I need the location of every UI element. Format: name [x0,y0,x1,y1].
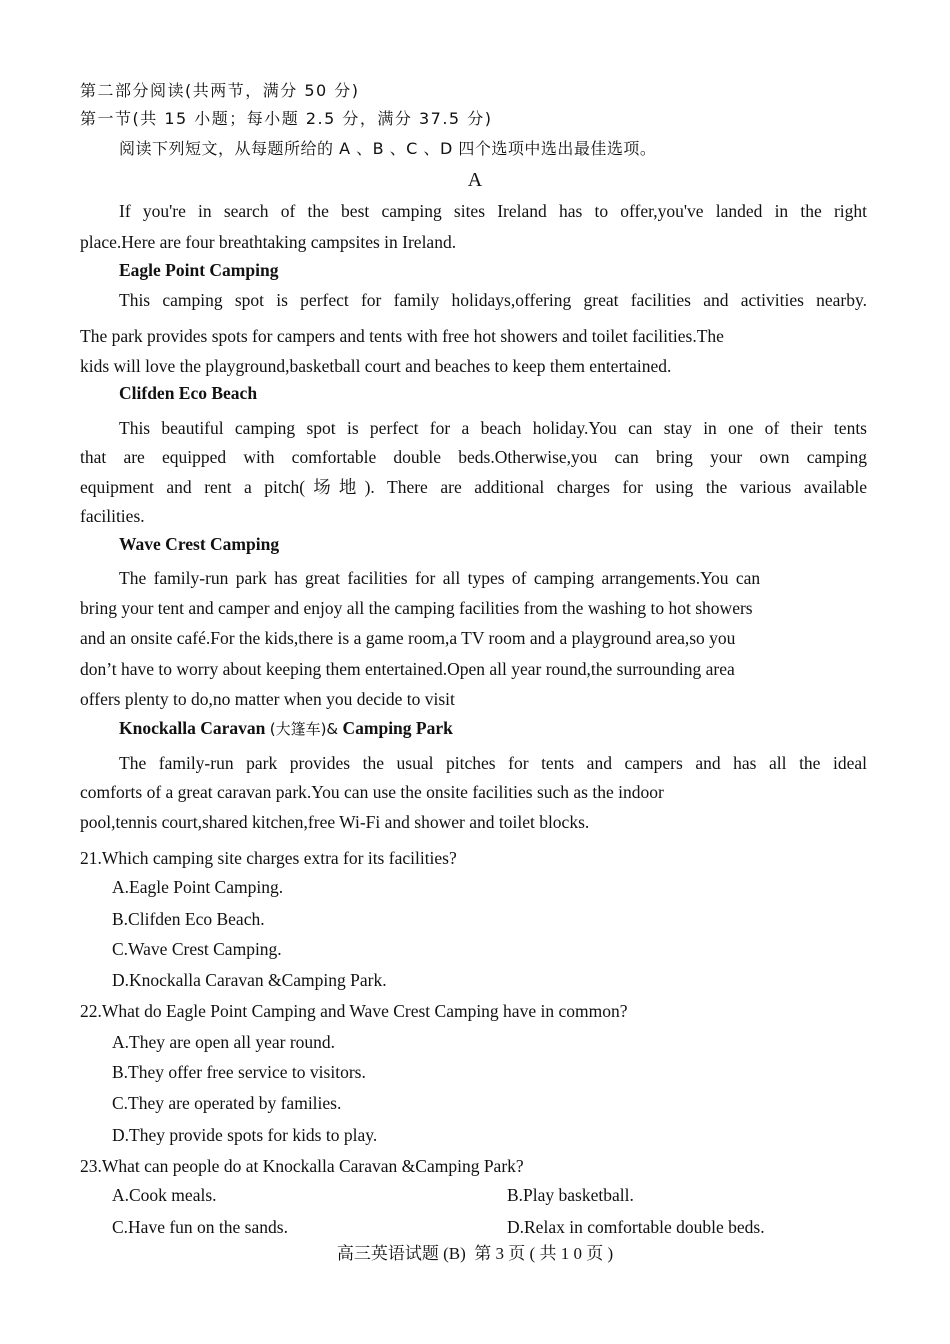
question-stem: 22.What do Eagle Point Camping and Wave Crest Camping have in common? [80,1001,628,1021]
site-text-line: equipment and rent a pitch(场地). There are additional charges for using the various available [80,477,867,497]
site-text-line: facilities. [80,506,145,526]
intro-line: place.Here are four breathtaking campsites in Ireland. [80,232,457,252]
answer-option: D.They provide spots for kids to play. [112,1125,378,1145]
intro-line: If you're in search of the best camping sites Ireland has to offer,you've landed in the right [119,201,867,221]
answer-option: A.They are open all year round. [112,1032,336,1052]
site-title: Eagle Point Camping [119,260,279,280]
site-title [119,717,453,740]
site-text-line: This beautiful camping spot is perfect for a beach holiday.You can stay in one of their tents [119,418,867,438]
question-stem: 23.What can people do at Knockalla Caravan &Camping Park? [80,1156,524,1176]
site-text-line: The park provides spots for campers and tents with free hot showers and toilet facilities.The [80,326,724,346]
page-footer: 高三英语试题 (B) 第 3 页 ( 共 1 0 页 ) [336,1244,614,1263]
site-text-line: don’t have to worry about keeping them entertained.Open all year round,the surrounding area [80,659,735,679]
site-title-cn: (大篷车)& [269,720,339,738]
answer-option: A.Eagle Point Camping. [112,877,284,897]
site-text-line: offers plenty to do,no matter when you decide to visit [80,689,455,709]
part-heading: 第二部分阅读(共两节，满分 50 分) [80,81,360,100]
answer-option: C.Wave Crest Camping. [112,939,282,959]
answer-option: D.Knockalla Caravan &Camping Park. [112,970,387,990]
site-title: Wave Crest Camping [119,534,280,554]
passage-label: A [467,169,483,191]
section-heading: 第一节(共 15 小题；每小题 2.5 分，满分 37.5 分) [80,109,493,128]
site-text-line: comforts of a great caravan park.You can use the onsite facilities such as the indoor [80,782,664,802]
site-text-line: and an onsite café.For the kids,there is a game room,a TV room and a playground area,so you [80,628,736,648]
answer-option: B.Clifden Eco Beach. [112,909,265,929]
question-stem: 21.Which camping site charges extra for its facilities? [80,848,457,868]
site-title-en: Camping Park [342,718,453,738]
answer-option: D.Relax in comfortable double beds. [507,1217,765,1237]
site-title-en: Knockalla Caravan [119,718,266,738]
answer-option: C.They are operated by families. [112,1093,342,1113]
site-text-line: This camping spot is perfect for family holidays,offering great facilities and activities nearby. [119,290,867,310]
answer-option: A.Cook meals. [112,1185,217,1205]
site-title: Clifden Eco Beach [119,383,258,403]
site-text-line: bring your tent and camper and enjoy all the camping facilities from the washing to hot showers [80,598,753,618]
answer-option: B.They offer free service to visitors. [112,1062,366,1082]
site-text-line: that are equipped with comfortable double beds.Otherwise,you can bring your own camping [80,447,867,467]
answer-option: B.Play basketball. [507,1185,634,1205]
site-text-line: The family-run park provides the usual pitches for tents and campers and has all the ideal [119,753,867,773]
site-text-line: kids will love the playground,basketball court and beaches to keep them entertained. [80,356,672,376]
site-text-line: The family-run park has great facilities for all types of camping arrangements.You can [119,568,761,588]
answer-option: C.Have fun on the sands. [112,1217,288,1237]
instructions: 阅读下列短文，从每题所给的 A 、B 、C 、D 四个选项中选出最佳选项。 [119,139,657,158]
site-text-line: pool,tennis court,shared kitchen,free Wi-Fi and shower and toilet blocks. [80,812,590,832]
